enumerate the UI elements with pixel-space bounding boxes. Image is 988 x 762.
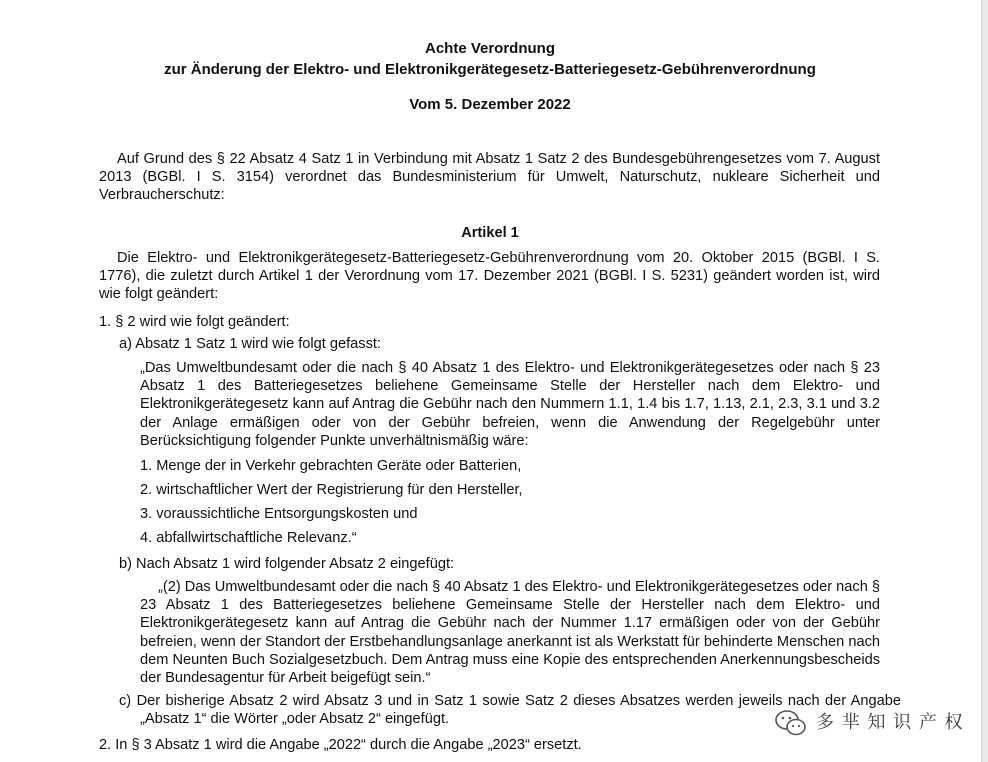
preamble: Auf Grund des § 22 Absatz 4 Satz 1 in Verbindung mit Absatz 1 Satz 2 des Bundesgebührengesetzes vom 7. August 2013 (BGBl. I S. 3154) verordnet das Bundesministerium für Umwelt, Naturschutz, nukleare Sicherheit und Verbraucherschutz: bbox=[99, 151, 880, 204]
article-heading: Artikel 1 bbox=[461, 225, 519, 241]
list-item: 1. Menge der in Verkehr gebrachten Geräte oder Batterien, bbox=[140, 458, 522, 474]
title-line-1: Achte Verordnung bbox=[424, 40, 555, 57]
watermark bbox=[774, 705, 964, 741]
item-1a-quote: „Das Umweltbundesamt oder die nach § 40 Absatz 1 des Elektro- und Elektronikgerätegesetzes oder nach § 23 Absatz 1 des Batteriegesetzes beliehene Gemeinsame Stelle der Hersteller nach dem Elektro- und Elektronikgerätegesetz kann auf Antrag die Gebühr nach den Nummern 1.1, 1.4 bis 1.7, 1.13, 2.1, 2.3, 3.1 und 3.2 der Anlage ermäßigen oder von der Gebühr befreien, wenn die Anwendung der Regelgebühr unter Berücksichtigung folgender Punkte unverhältnismäßig wäre: bbox=[140, 360, 880, 449]
wechat-logo-icon bbox=[774, 708, 808, 738]
item-1c: c) Der bisherige Absatz 2 wird Absatz 3 und in Satz 1 sowie Satz 2 dieses Absatzes werden jeweils nach der Angabe „Absatz 1“ die Wörter „oder Absatz 2“ eingefügt. bbox=[119, 693, 901, 728]
article-intro: Die Elektro- und Elektronikgerätegesetz-Batteriegesetz-Gebührenverordnung vom 20. Oktober 2015 (BGBl. I S. 1776), die zuletzt durch Artikel 1 der Verordnung vom 17. Dezember 2021 (BGBl. I S. 5231) geändert worden ist, wird wie folgt geändert: bbox=[99, 250, 880, 303]
document-date: Vom 5. Dezember 2022 bbox=[409, 96, 571, 113]
page-edge bbox=[981, 0, 988, 762]
watermark-text: 多 芈 知 识 产 权 bbox=[816, 711, 964, 733]
item-1: 1. § 2 wird wie folgt geändert: bbox=[99, 314, 290, 330]
item-1a: a) Absatz 1 Satz 1 wird wie folgt gefasst: bbox=[119, 336, 382, 352]
item-1b-quote: „(2) Das Umweltbundesamt oder die nach § 40 Absatz 1 des Elektro- und Elektronikgerätegesetzes oder nach § 23 Absatz 1 des Batteriegesetzes beliehene Gemeinsame Stelle der Hersteller nach dem Elektro- und Elektronikgerätegesetz kann auf Antrag die Gebühr nach der Nummer 1.17 ermäßigen oder von der Gebühr befreien, wenn der Standort der Erstbehandlungsanlage anerkannt ist als Werkstatt für behinderte Menschen nach dem Neunten Buch Sozialgesetzbuch. Dem Antrag muss eine Kopie des entsprechenden Anerkennungsbescheids der Bundesagentur für Arbeit beigefügt sein.“ bbox=[140, 579, 880, 687]
list-item: 2. wirtschaftlicher Wert der Registrierung für den Hersteller, bbox=[140, 482, 523, 498]
title-line-2: zur Änderung der Elektro- und Elektronikgerätegesetz-Batteriegesetz-Gebührenverordnung bbox=[164, 61, 816, 78]
list-item: 4. abfallwirtschaftliche Relevanz.“ bbox=[140, 530, 357, 546]
item-1b: b) Nach Absatz 1 wird folgender Absatz 2 eingefügt: bbox=[119, 556, 455, 572]
item-2: 2. In § 3 Absatz 1 wird die Angabe „2022“ durch die Angabe „2023“ ersetzt. bbox=[99, 737, 582, 753]
list-item: 3. voraussichtliche Entsorgungskosten und bbox=[140, 506, 418, 522]
